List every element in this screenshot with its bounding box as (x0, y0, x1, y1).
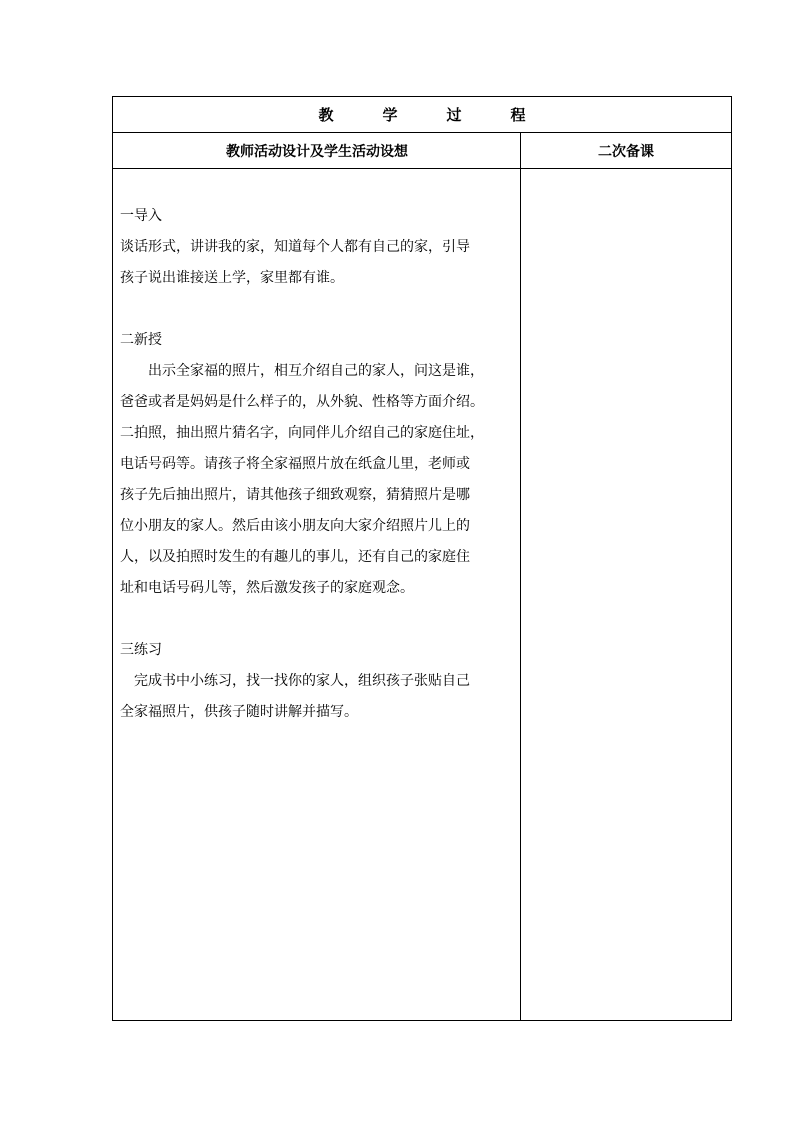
text-line: 人，以及拍照时发生的有趣儿的事儿，还有自己的家庭住 (120, 549, 470, 565)
lesson-process-table (112, 96, 732, 1021)
text-line: 全家福照片，供孩子随时讲解并描写。 (120, 704, 358, 720)
text-line: 址和电话号码儿等，然后激发孩子的家庭观念。 (120, 580, 414, 596)
title-char: 过 (446, 106, 462, 124)
text-line: 谈话形式，讲讲我的家，知道每个人都有自己的家，引导 (120, 239, 470, 255)
title-char: 学 (382, 106, 398, 124)
second-prep-header: 二次备课 (598, 143, 654, 160)
text-line: 孩子先后抽出照片，请其他孩子细致观察，猜猜照片是哪 (120, 487, 470, 503)
text-line: 二拍照，抽出照片猜名字，向同伴儿介绍自己的家庭住址， (120, 425, 484, 441)
title-char: 程 (510, 106, 526, 124)
title-char: 教 (318, 106, 334, 124)
text-line: 完成书中小练习，找一找你的家人，组织孩子张贴自己 (134, 673, 470, 689)
text-line: 爸爸或者是妈妈是什么样子的，从外貌、性格等方面介绍。 (120, 394, 484, 410)
text-line: 位小朋友的家人。然后由该小朋友向大家介绍照片儿上的 (120, 518, 470, 534)
table-title-row (113, 97, 731, 133)
column-divider (520, 133, 521, 1021)
text-line: 出示全家福的照片，相互介绍自己的家人，问这是谁， (148, 363, 484, 379)
table-header-row (113, 133, 731, 169)
text-line: 孩子说出谁接送上学，家里都有谁。 (120, 270, 344, 286)
section-heading: 三练习 (120, 642, 162, 658)
teacher-activity-header: 教师活动设计及学生活动设想 (226, 143, 408, 160)
activity-content (120, 201, 516, 728)
section-heading: 一导入 (120, 208, 162, 224)
text-line: 电话号码等。请孩子将全家福照片放在纸盒儿里，老师或 (120, 456, 470, 472)
section-heading: 二新授 (120, 332, 162, 348)
